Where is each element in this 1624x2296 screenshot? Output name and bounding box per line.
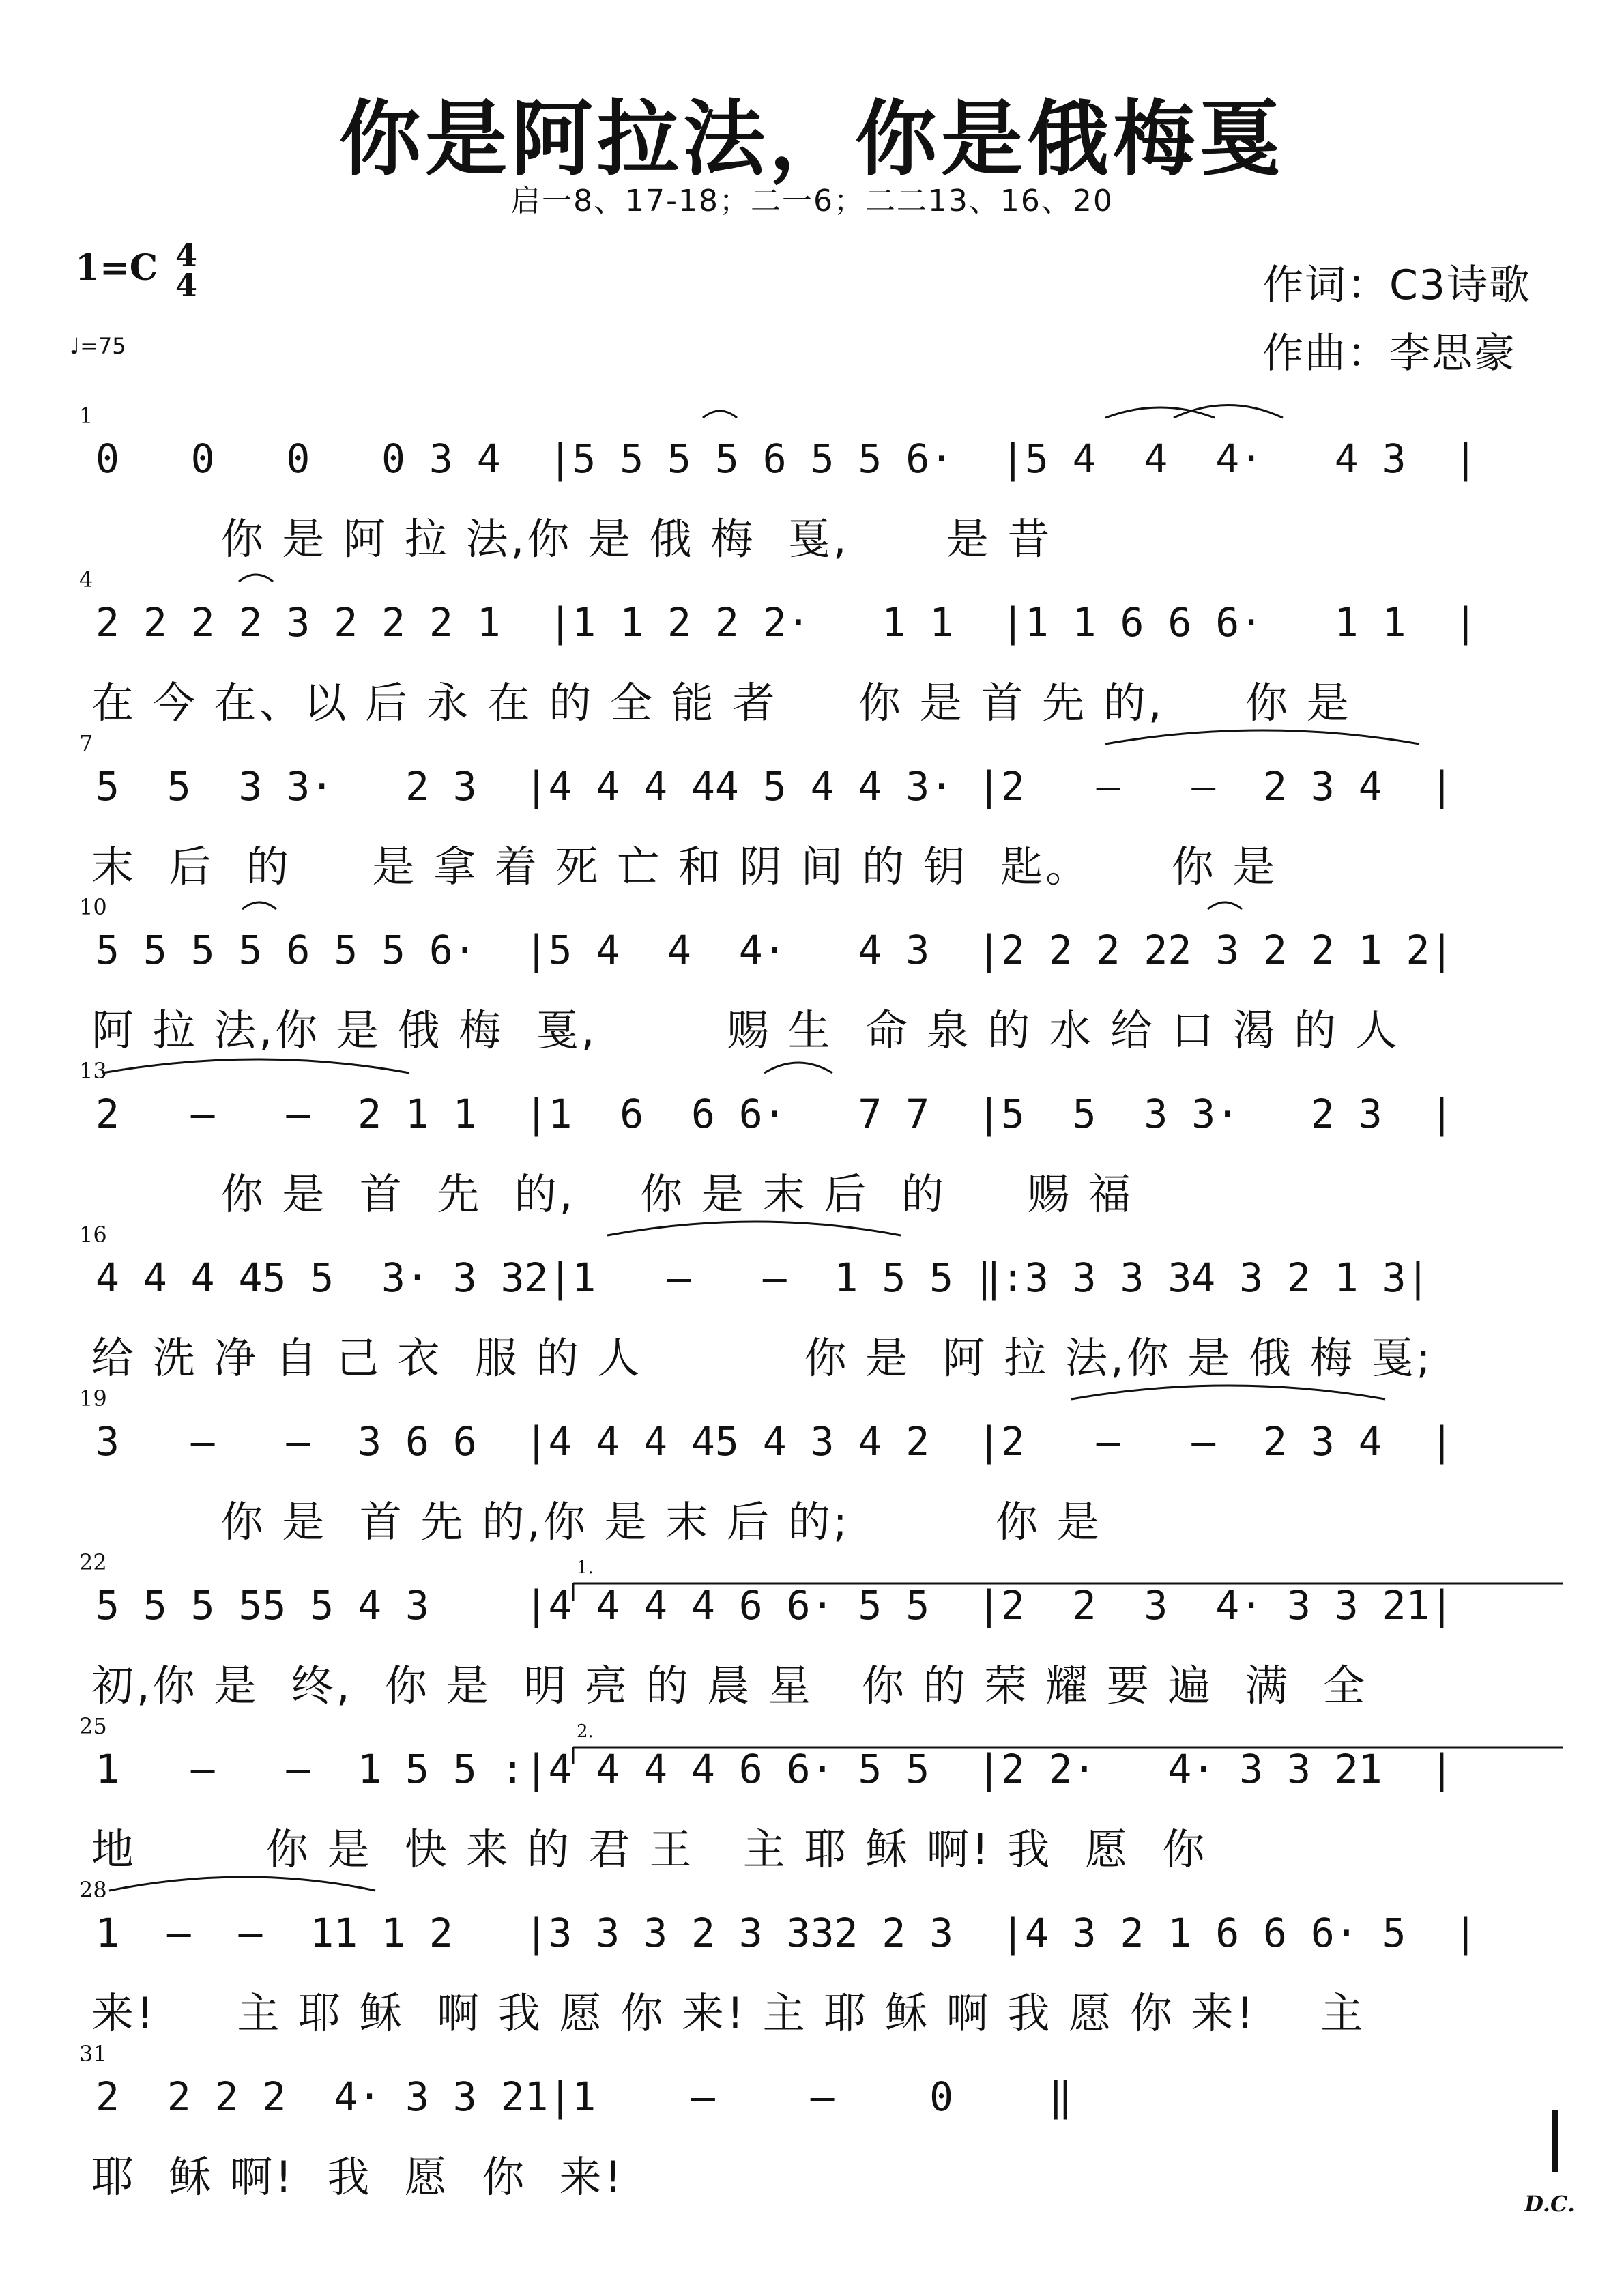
notation-line: 2 – – 2 1 1 |1 6 6 6· 7 7 |5 5 3 3· 2 3 | bbox=[96, 1091, 1454, 1137]
da-capo-mark: D.C. bbox=[1524, 2191, 1575, 2217]
notation-line: 1 – – 1 5 5 :|4 4 4 4 6 6· 5 5 |2 2· 4· 3 3 21 | bbox=[96, 1746, 1454, 1792]
time-signature-bottom: 4 bbox=[175, 267, 197, 304]
score-system bbox=[0, 894, 1624, 1065]
lyrics-line: 末 后 的 是 拿 着 死 亡 和 阴 间 的 钥 匙。 你 是 bbox=[91, 842, 1278, 891]
notation-line: 2 2 2 2 3 2 2 2 1 |1 1 2 2 2· 1 1 |1 1 6 6 6· 1 1 | bbox=[96, 599, 1478, 646]
measure-number: 22 bbox=[79, 1549, 107, 1575]
composer-credit: 作曲：李思豪 bbox=[1262, 330, 1516, 377]
notation-line: 1 – – 11 1 2 |3 3 3 2 3 332 2 3 |4 3 2 1 6 6 6· 5 | bbox=[96, 1910, 1478, 1956]
score-system bbox=[0, 730, 1624, 901]
song-title: 你是阿拉法，你是俄梅戛 bbox=[339, 92, 1285, 187]
lyricist-credit: 作词：C3诗歌 bbox=[1262, 261, 1532, 309]
measure-number: 10 bbox=[79, 894, 107, 920]
notation-line: 3 – – 3 6 6 |4 4 4 45 4 3 4 2 |2 – – 2 3 4 | bbox=[96, 1418, 1454, 1465]
lyrics-line: 在 今 在、以 后 永 在 的 全 能 者 你 是 首 先 的, 你 是 bbox=[91, 678, 1352, 728]
score-system bbox=[0, 2041, 1624, 2211]
score-system bbox=[0, 1877, 1624, 2048]
score-system bbox=[0, 403, 1624, 573]
time-signature-top: 4 bbox=[175, 237, 197, 274]
score-system bbox=[0, 1058, 1624, 1229]
lyrics-line: 你 是 首 先 的, 你 是 末 后 的 赐 福 bbox=[91, 1169, 1133, 1219]
measure-number: 28 bbox=[79, 1877, 107, 1903]
score-system bbox=[0, 566, 1624, 737]
tempo-marking: ♩=75 bbox=[70, 333, 126, 359]
notation-line: 5 5 5 5 6 5 5 6· |5 4 4 4· 4 3 |2 2 2 22 3 2 2 1 2| bbox=[96, 927, 1454, 973]
lyrics-line: 你 是 阿 拉 法,你 是 俄 梅 戛, 是 昔 bbox=[91, 514, 1053, 564]
measure-number: 31 bbox=[79, 2041, 107, 2067]
notation-line: 4 4 4 45 5 3· 3 32|1 – – 1 5 5 ‖:3 3 3 34 3 2 1 3| bbox=[96, 1254, 1430, 1301]
time-signature bbox=[171, 237, 202, 304]
measure-number: 4 bbox=[79, 566, 93, 592]
notation-line: 0 0 0 0 3 4 |5 5 5 5 6 5 5 6· |5 4 4 4· 4 3 | bbox=[96, 435, 1478, 482]
score-system bbox=[0, 1713, 1624, 1884]
lyrics-line: 你 是 首 先 的,你 是 末 后 的; 你 是 bbox=[91, 1497, 1102, 1547]
key-signature: 1=C bbox=[75, 247, 158, 289]
first-ending-label: 1. bbox=[577, 1558, 594, 1578]
notation-line: 2 2 2 2 4· 3 3 21|1 – – 0 ‖ bbox=[96, 2073, 1073, 2120]
notation-line: 5 5 3 3· 2 3 |4 4 4 44 5 4 4 3· |2 – – 2 3 4 | bbox=[96, 763, 1454, 809]
second-ending-label: 2. bbox=[577, 1721, 594, 1742]
notation-line: 5 5 5 55 5 4 3 |4 4 4 4 6 6· 5 5 |2 2 3 4· 3 3 21| bbox=[96, 1582, 1454, 1628]
lyrics-line: 地 你 是 快 来 的 君 王 主 耶 稣 啊! 我 愿 你 bbox=[91, 1824, 1208, 1874]
measure-number: 19 bbox=[79, 1386, 107, 1411]
lyrics-line: 阿 拉 法,你 是 俄 梅 戛, 赐 生 命 泉 的 水 给 口 渴 的 人 bbox=[91, 1005, 1400, 1055]
score-system bbox=[0, 1222, 1624, 1392]
lyrics-line: 耶 稣 啊! 我 愿 你 来! bbox=[91, 2152, 624, 2202]
measure-number: 25 bbox=[79, 1713, 107, 1739]
score-system bbox=[0, 1386, 1624, 1556]
measure-number: 13 bbox=[79, 1058, 107, 1084]
lyrics-line: 初,你 是 终, 你 是 明 亮 的 晨 星 你 的 荣 耀 要 遍 满 全 bbox=[91, 1661, 1368, 1710]
score-system bbox=[0, 1549, 1624, 1720]
measure-number: 16 bbox=[79, 1222, 107, 1248]
measure-number: 1 bbox=[79, 403, 93, 429]
measure-number: 7 bbox=[79, 730, 93, 756]
lyrics-line: 来! 主 耶 稣 啊 我 愿 你 来! 主 耶 稣 啊 我 愿 你 来! 主 bbox=[91, 1988, 1366, 2038]
scripture-reference: 启一8、17-18；二一6；二二13、16、20 bbox=[510, 184, 1114, 218]
lyrics-line: 给 洗 净 自 己 衣 服 的 人 你 是 阿 拉 法,你 是 俄 梅 戛; bbox=[91, 1333, 1434, 1383]
